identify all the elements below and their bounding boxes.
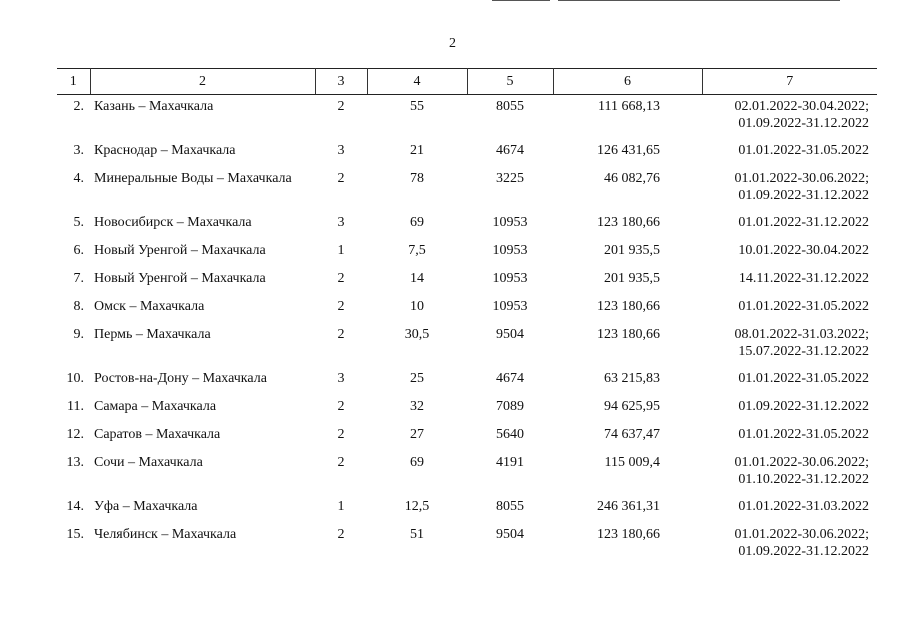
period-line: 02.01.2022-30.04.2022;	[734, 99, 869, 114]
period-line: 01.01.2022-31.05.2022	[738, 142, 869, 158]
route-name: Уфа – Махачкала	[94, 498, 198, 514]
table-body	[57, 95, 877, 563]
cell-col4: 27	[410, 426, 424, 442]
table-row	[57, 523, 877, 563]
period-line: 01.01.2022-31.12.2022	[738, 214, 869, 230]
cell-period	[702, 167, 877, 211]
row-number: 12.	[66, 426, 84, 442]
cell-col4: 25	[410, 370, 424, 386]
row-number: 7.	[73, 270, 84, 286]
period-line: 01.01.2022-31.03.2022	[738, 498, 869, 514]
row-number: 9.	[73, 326, 84, 342]
route-name: Новый Уренгой – Махачкала	[94, 270, 266, 286]
cell-col4: 12,5	[404, 498, 430, 514]
column-header: 5	[467, 69, 553, 95]
period-line: 01.09.2022-31.12.2022	[738, 116, 869, 131]
table-row	[57, 451, 877, 495]
cell-col4: 55	[410, 99, 424, 114]
period-line: 08.01.2022-31.03.2022;	[734, 326, 869, 342]
period-line: 14.11.2022-31.12.2022	[738, 270, 869, 286]
column-header: 4	[367, 69, 467, 95]
cell-amount: 111 668,13	[598, 99, 660, 114]
cell-period	[702, 367, 877, 395]
route-name: Минеральные Воды – Махачкала	[94, 170, 292, 186]
cell-col3: 1	[337, 498, 345, 514]
cell-period	[702, 495, 877, 523]
cell-amount: 246 361,31	[597, 498, 660, 514]
cell-col3: 2	[337, 170, 345, 186]
cell-period	[702, 523, 877, 563]
period-line: 01.01.2022-31.05.2022	[738, 426, 869, 442]
cell-col5: 10953	[492, 242, 528, 258]
cell-col5: 4191	[496, 454, 524, 470]
cell-col4: 78	[410, 170, 424, 186]
column-header: 7	[702, 69, 877, 95]
table-row	[57, 323, 877, 367]
column-header: 2	[90, 69, 315, 95]
row-number: 3.	[73, 142, 84, 158]
cell-period	[702, 95, 877, 139]
cell-amount: 123 180,66	[597, 526, 660, 542]
cell-col4: 14	[410, 270, 424, 286]
column-header: 6	[553, 69, 702, 95]
column-header: 3	[315, 69, 367, 95]
cell-col3: 1	[337, 242, 345, 258]
period-line: 15.07.2022-31.12.2022	[738, 343, 869, 359]
period-line: 01.01.2022-31.05.2022	[738, 298, 869, 314]
data-table	[57, 68, 877, 563]
cell-amount: 123 180,66	[597, 326, 660, 342]
cell-amount: 201 935,5	[604, 270, 660, 286]
table-row	[57, 295, 877, 323]
cell-col4: 30,5	[404, 326, 430, 342]
cell-amount: 74 637,47	[604, 426, 660, 442]
route-name: Ростов-на-Дону – Махачкала	[94, 370, 267, 386]
route-name: Казань – Махачкала	[94, 99, 214, 114]
table-row	[57, 95, 877, 139]
row-number: 5.	[73, 214, 84, 230]
cell-col5: 9504	[496, 326, 524, 342]
route-name: Новый Уренгой – Махачкала	[94, 242, 266, 258]
row-number: 10.	[66, 370, 84, 386]
cell-col3: 2	[337, 526, 345, 542]
page-number: 2	[449, 36, 456, 51]
route-name: Краснодар – Махачкала	[94, 142, 236, 158]
cell-col4: 51	[410, 526, 424, 542]
cell-col3: 2	[337, 99, 345, 114]
row-number: 14.	[66, 498, 84, 514]
table-row	[57, 239, 877, 267]
cell-period	[702, 239, 877, 267]
cell-amount: 126 431,65	[597, 142, 660, 158]
cell-period	[702, 211, 877, 239]
row-number: 13.	[66, 454, 84, 470]
cell-period	[702, 423, 877, 451]
cell-col4: 69	[410, 454, 424, 470]
route-name: Пермь – Махачкала	[94, 326, 211, 342]
cell-col4: 32	[410, 398, 424, 414]
cell-period	[702, 139, 877, 167]
cell-period	[702, 267, 877, 295]
row-number: 8.	[73, 298, 84, 314]
table-row	[57, 495, 877, 523]
table-row	[57, 211, 877, 239]
period-line: 01.01.2022-30.06.2022;	[734, 526, 869, 542]
route-name: Челябинск – Махачкала	[94, 526, 237, 542]
cell-col5: 5640	[496, 426, 524, 442]
cell-col4: 7,5	[408, 242, 426, 258]
cell-col3: 2	[337, 454, 345, 470]
route-name: Омск – Махачкала	[94, 298, 205, 314]
cell-amount: 115 009,4	[604, 454, 660, 470]
cell-amount: 201 935,5	[604, 242, 660, 258]
top-border-line	[492, 0, 550, 1]
cell-col5: 10953	[492, 214, 528, 230]
cell-col5: 9504	[496, 526, 524, 542]
period-line: 01.09.2022-31.12.2022	[738, 398, 869, 414]
column-header: 1	[57, 69, 90, 95]
top-border-line	[558, 0, 840, 1]
table-row	[57, 395, 877, 423]
cell-col3: 2	[337, 326, 345, 342]
cell-period	[702, 395, 877, 423]
cell-amount: 63 215,83	[604, 370, 660, 386]
cell-period	[702, 295, 877, 323]
table-row	[57, 167, 877, 211]
cell-col5: 4674	[496, 142, 524, 158]
route-name: Саратов – Махачкала	[94, 426, 221, 442]
period-line: 01.09.2022-31.12.2022	[738, 187, 869, 203]
table-row	[57, 267, 877, 295]
route-name: Сочи – Махачкала	[94, 454, 203, 470]
cell-col3: 2	[337, 426, 345, 442]
cell-col4: 10	[410, 298, 424, 314]
cell-amount: 123 180,66	[597, 214, 660, 230]
cell-col3: 3	[337, 370, 345, 386]
table-row	[57, 367, 877, 395]
cell-col3: 3	[337, 214, 345, 230]
cell-col5: 8055	[496, 99, 524, 114]
cell-col5: 7089	[496, 398, 524, 414]
route-name: Новосибирск – Махачкала	[94, 214, 252, 230]
cell-amount: 94 625,95	[604, 398, 660, 414]
cell-col3: 3	[337, 142, 345, 158]
cell-amount: 123 180,66	[597, 298, 660, 314]
table-row	[57, 139, 877, 167]
cell-period	[702, 451, 877, 495]
row-number: 4.	[73, 170, 84, 186]
cell-col5: 10953	[492, 270, 528, 286]
row-number: 2.	[73, 99, 84, 114]
cell-col4: 69	[410, 214, 424, 230]
period-line: 10.01.2022-30.04.2022	[738, 242, 869, 258]
period-line: 01.01.2022-30.06.2022;	[734, 170, 869, 186]
period-line: 01.01.2022-30.06.2022;	[734, 454, 869, 470]
cell-col5: 3225	[496, 170, 524, 186]
route-name: Самара – Махачкала	[94, 398, 217, 414]
table-row	[57, 423, 877, 451]
cell-col5: 10953	[492, 298, 528, 314]
cell-period	[702, 323, 877, 367]
row-number: 11.	[67, 398, 84, 414]
period-line: 01.09.2022-31.12.2022	[738, 543, 869, 559]
period-line: 01.10.2022-31.12.2022	[738, 471, 869, 487]
cell-amount: 46 082,76	[604, 170, 660, 186]
cell-col3: 2	[337, 398, 345, 414]
cell-col5: 8055	[496, 498, 524, 514]
cell-col5: 4674	[496, 370, 524, 386]
period-line: 01.01.2022-31.05.2022	[738, 370, 869, 386]
row-number: 15.	[66, 526, 84, 542]
cell-col4: 21	[410, 142, 424, 158]
cell-col3: 2	[337, 298, 345, 314]
row-number: 6.	[73, 242, 84, 258]
cell-col3: 2	[337, 270, 345, 286]
table-header-row	[57, 69, 877, 95]
